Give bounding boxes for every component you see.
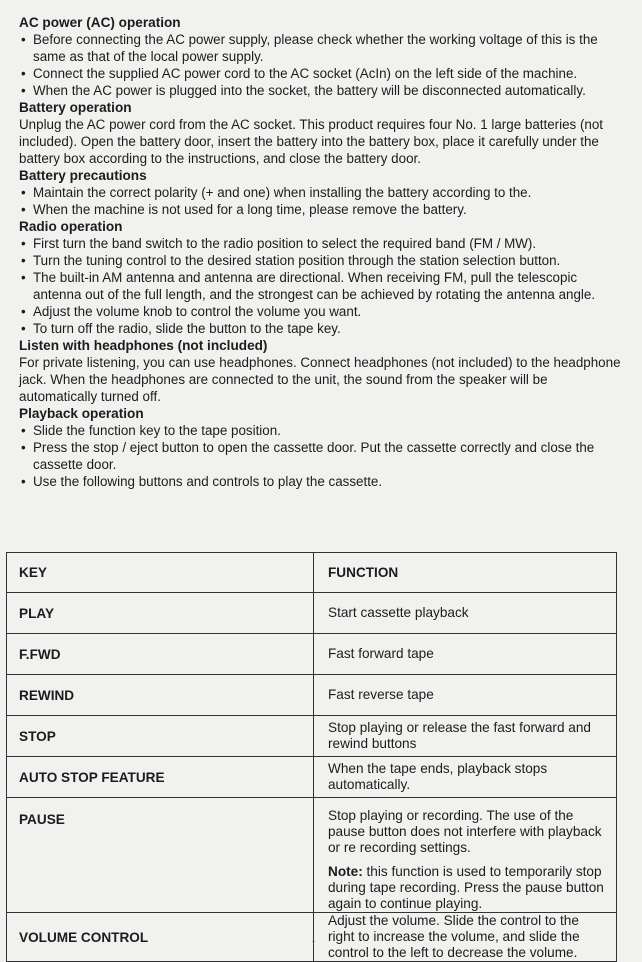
table-row xyxy=(7,593,617,634)
list-item: • Press the stop / eject button to open the cassette door. Put the cassette correctly and close the cassette door. xyxy=(19,439,628,473)
list-item: • Maintain the correct polarity (+ and one) when installing the battery according to the. xyxy=(19,184,628,201)
note-label: Note: xyxy=(328,864,363,879)
list-item: • Turn the tuning control to the desired station position through the station selection button. xyxy=(19,252,628,269)
bullet-list xyxy=(19,184,628,218)
list-item: • When the machine is not used for a long time, please remove the battery. xyxy=(19,201,628,218)
section-playback-operation xyxy=(19,405,628,490)
list-item: • First turn the band switch to the radio position to select the required band (FM / MW). xyxy=(19,235,628,252)
section-heading: Battery operation xyxy=(19,100,132,115)
key-cell: REWIND xyxy=(7,675,314,716)
section-heading: Battery precautions xyxy=(19,168,147,183)
section-battery-precautions xyxy=(19,167,628,218)
list-item: • Use the following buttons and controls to play the cassette. xyxy=(19,473,628,490)
list-item: • To turn off the radio, slide the button to the tape key. xyxy=(19,320,628,337)
manual-text xyxy=(19,14,628,490)
key-cell: VOLUME CONTROL xyxy=(7,913,314,962)
table-row xyxy=(7,798,617,913)
list-item: • Before connecting the AC power supply, please check whether the working voltage of this is the same as that of the local power supply. xyxy=(19,31,628,65)
function-cell: Fast forward tape xyxy=(314,634,617,675)
list-item: • The built-in AM antenna and antenna are directional. When receiving FM, pull the telescopic antenna out of the full length, and the strongest can be achieved by rotating the antenna angle. xyxy=(19,269,628,303)
bullet-list xyxy=(19,235,628,337)
function-cell: Adjust the volume. Slide the control to the right to increase the volume, and slide the control to the left to decrease the volume. xyxy=(314,913,617,962)
note-text: this function is used to temporarily stop during tape recording. Press the pause button again to continue playing. xyxy=(328,864,604,911)
function-cell xyxy=(314,798,617,913)
list-item: • When the AC power is plugged into the socket, the battery will be disconnected automatically. xyxy=(19,82,628,99)
pause-note xyxy=(328,864,604,912)
bullet-list xyxy=(19,422,628,490)
key-cell: STOP xyxy=(7,716,314,757)
function-cell: Start cassette playback xyxy=(314,593,617,634)
section-battery-operation xyxy=(19,99,628,167)
table-row xyxy=(7,634,617,675)
list-item: • Connect the supplied AC power cord to the AC socket (AcIn) on the left side of the machine. xyxy=(19,65,628,82)
section-ac-power xyxy=(19,14,628,99)
section-heading: Listen with headphones (not included) xyxy=(19,338,268,353)
page-mark: - xyxy=(312,936,315,946)
paragraph: Unplug the AC power cord from the AC socket. This product requires four No. 1 large batteries (not included). Open the battery door, insert the battery into the battery box, place it carefully under the battery box according to the instructions, and close the battery door. xyxy=(19,117,604,166)
section-heading: AC power (AC) operation xyxy=(19,15,181,30)
header-key: KEY xyxy=(7,553,314,593)
bullet-list xyxy=(19,31,628,99)
list-item: • Slide the function key to the tape position. xyxy=(19,422,628,439)
section-radio-operation xyxy=(19,218,628,337)
section-headphones xyxy=(19,337,628,405)
table-row xyxy=(7,716,617,757)
function-cell: Stop playing or release the fast forward and rewind buttons xyxy=(314,716,617,757)
function-cell: When the tape ends, playback stops automatically. xyxy=(314,757,617,798)
table-row xyxy=(7,757,617,798)
table-header-row xyxy=(7,553,617,593)
pause-description: Stop playing or recording. The use of the pause button does not interfere with playback or re recording settings. xyxy=(328,808,602,855)
table-row xyxy=(7,675,617,716)
header-function: FUNCTION xyxy=(314,553,617,593)
list-item: • Adjust the volume knob to control the volume you want. xyxy=(19,303,628,320)
function-cell: Fast reverse tape xyxy=(314,675,617,716)
section-heading: Playback operation xyxy=(19,406,144,421)
key-cell: PAUSE xyxy=(7,798,314,913)
section-heading: Radio operation xyxy=(19,219,123,234)
key-cell: F.FWD xyxy=(7,634,314,675)
key-cell: PLAY xyxy=(7,593,314,634)
key-cell: AUTO STOP FEATURE xyxy=(7,757,314,798)
controls-table xyxy=(6,552,617,962)
paragraph: For private listening, you can use headphones. Connect headphones (not included) to the headphone jack. When the headphones are connected to the unit, the sound from the speaker will be automatically turned off. xyxy=(19,355,621,404)
